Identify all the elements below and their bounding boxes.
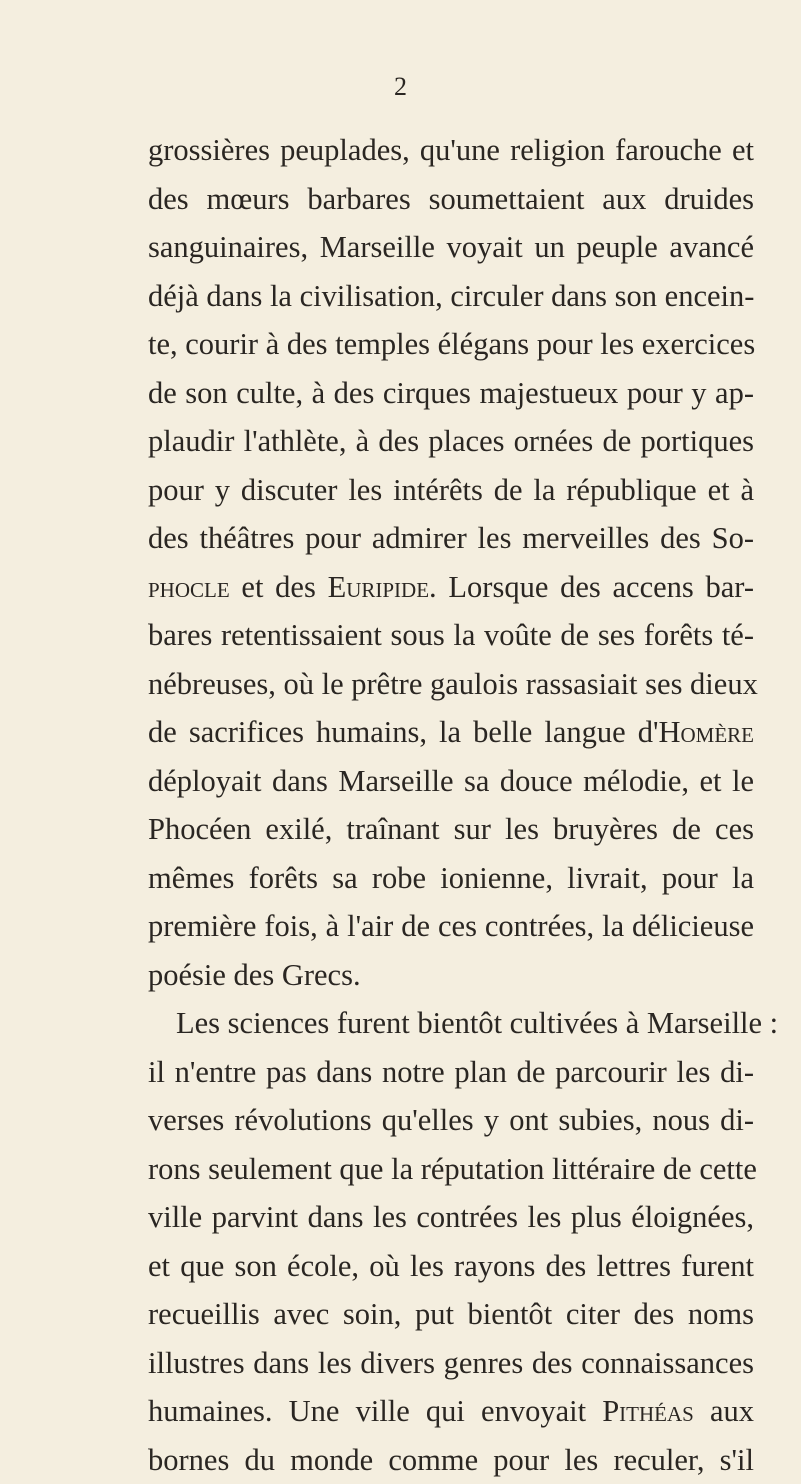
paragraph-start-line: Les sciences furent bientôt cultivées à Marseille : — [148, 999, 754, 1048]
text-line: sanguinaires, Marseille voyait un peuple avancé — [148, 223, 754, 272]
page-number: 2 — [0, 72, 801, 102]
author-name-sophocle: phocle — [148, 570, 230, 604]
text-line: de son culte, à des cirques majestueux pour y ap- — [148, 369, 754, 418]
text-line: de sacrifices humains, la belle langue d'Homère — [148, 708, 754, 757]
text-line: illustres dans les divers genres des connaissances — [148, 1339, 754, 1388]
author-name-euripide: Euripide — [328, 570, 429, 604]
text-line: Phocéen exilé, traînant sur les bruyères de ces — [148, 805, 754, 854]
text-line: mêmes forêts sa robe ionienne, livrait, pour la — [148, 854, 754, 903]
text-line: grossières peuplades, qu'une religion farouche et — [148, 126, 754, 175]
text-line: des théâtres pour admirer les merveilles des So- — [148, 514, 754, 563]
text-line: déployait dans Marseille sa douce mélodie, et le — [148, 757, 754, 806]
text-line: rons seulement que la réputation littéraire de cette — [148, 1145, 754, 1194]
text-line: ville parvint dans les contrées les plus éloignées, — [148, 1193, 754, 1242]
text-line: humaines. Une ville qui envoyait Pithéas aux — [148, 1387, 754, 1436]
text-line: bornes du monde comme pour les reculer, s'il — [148, 1436, 754, 1484]
text-line: première fois, à l'air de ces contrées, la délicieuse — [148, 902, 754, 951]
text-line: recueillis avec soin, put bientôt citer des noms — [148, 1290, 754, 1339]
text-line: nébreuses, où le prêtre gaulois rassasiait ses dieux — [148, 660, 754, 709]
text-line: verses révolutions qu'elles y ont subies, nous di- — [148, 1096, 754, 1145]
text-line: déjà dans la civilisation, circuler dans son encein- — [148, 272, 754, 321]
text-line: des mœurs barbares soumettaient aux druides — [148, 175, 754, 224]
author-name-homere: Homère — [658, 715, 754, 749]
paragraph-end-line: poésie des Grecs. — [148, 951, 754, 1000]
text-line: et que son école, où les rayons des lettres furent — [148, 1242, 754, 1291]
text-line: pour y discuter les intérêts de la république et à — [148, 466, 754, 515]
text-line: te, courir à des temples élégans pour les exercices — [148, 320, 754, 369]
body-text — [148, 126, 754, 1484]
person-name-pitheas: Pithéas — [602, 1394, 694, 1428]
text-line: plaudir l'athlète, à des places ornées de portiques — [148, 417, 754, 466]
text-line: bares retentissaient sous la voûte de ses forêts té- — [148, 611, 754, 660]
text-line: phocle et des Euripide. Lorsque des accens bar- — [148, 563, 754, 612]
text-line: il n'entre pas dans notre plan de parcourir les di- — [148, 1048, 754, 1097]
